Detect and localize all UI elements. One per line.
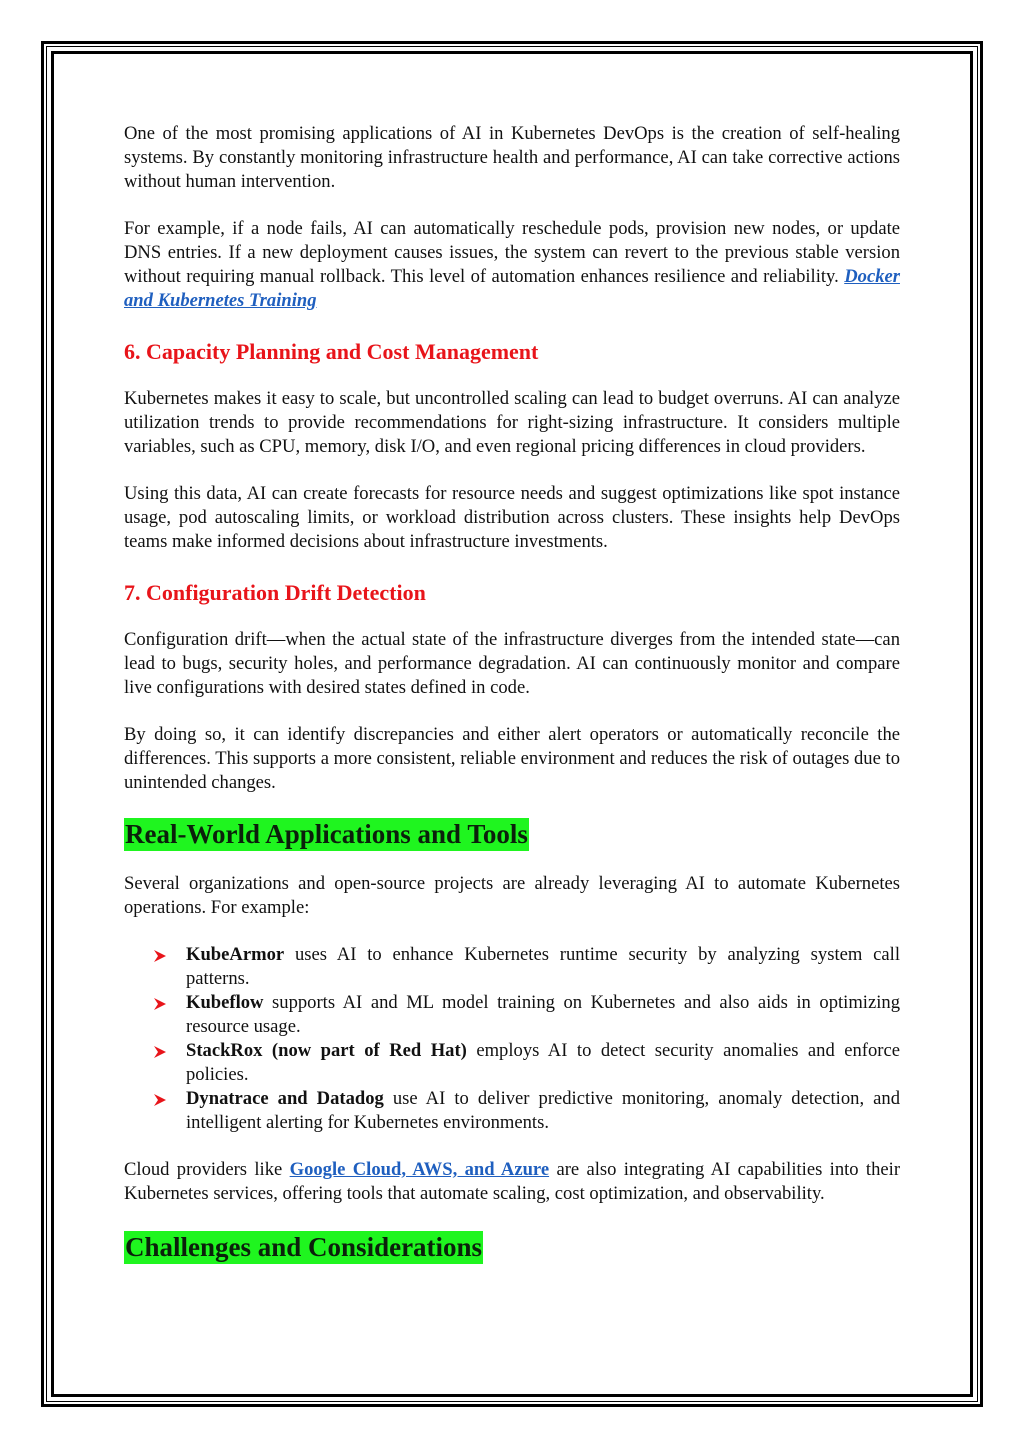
- tool-description: supports AI and ML model training on Kubernetes and also aids in optimizing resource usage.: [186, 992, 900, 1037]
- tools-list: [124, 943, 900, 1135]
- capacity-paragraph-2: Using this data, AI can create forecasts for resource needs and suggest optimizations like spot instance usage, pod autoscaling limits, or workload distribution across clusters. These insights help DevOps teams make informed decisions about infrastructure investments.: [124, 483, 900, 552]
- tool-description: uses AI to enhance Kubernetes runtime security by analyzing system call patterns.: [186, 944, 900, 989]
- arrowhead-bullet-icon: [153, 949, 167, 963]
- drift-paragraph-1: Configuration drift—when the actual state of the infrastructure diverges from the intended state—can lead to bugs, security holes, and performance degradation. AI can continuously monitor and compare live configurations with desired states defined in code.: [124, 629, 900, 698]
- cloud-suffix: are also integrating AI capabilities into their Kubernetes services, offering tools that automate scaling, cost optimization, and observability.: [124, 1159, 901, 1204]
- real-world-intro: Several organizations and open-source projects are already leveraging AI to automate Kubernetes operations. For example:: [124, 873, 900, 918]
- cloud-providers-paragraph: [124, 1158, 900, 1206]
- real-world-heading: Real-World Applications and Tools: [125, 819, 528, 849]
- capacity-paragraph-1: Kubernetes makes it easy to scale, but uncontrolled scaling can lead to budget overruns. AI can analyze utilization trends to provide recommendations for right-sizing infrastructure. It considers multiple variables, such as CPU, memory, disk I/O, and even regional pricing differences in cloud providers.: [124, 388, 900, 457]
- list-item: [186, 991, 900, 1039]
- self-healing-paragraph: One of the most promising applications of AI in Kubernetes DevOps is the creation of self-healing systems. By constantly monitoring infrastructure health and performance, AI can take corrective actions without human intervention.: [124, 123, 900, 192]
- drift-detection-heading: 7. Configuration Drift Detection: [124, 580, 426, 605]
- arrowhead-bullet-icon: [153, 997, 167, 1011]
- tool-name: Kubeflow: [186, 992, 264, 1013]
- list-item: [186, 943, 900, 991]
- example-paragraph: [124, 217, 900, 313]
- document-body: [124, 122, 900, 1264]
- drift-paragraph-2: By doing so, it can identify discrepancies and either alert operators or automatically reconcile the differences. This supports a more consistent, reliable environment and reduces the risk of outages due to unintended changes.: [124, 724, 900, 793]
- list-item: [186, 1039, 900, 1087]
- docker-kubernetes-training-link[interactable]: Docker and Kubernetes Training: [124, 266, 900, 311]
- tool-description: use AI to deliver predictive monitoring, anomaly detection, and intelligent alerting for Kubernetes environments.: [186, 1088, 900, 1133]
- cloud-prefix: Cloud providers like: [124, 1159, 290, 1180]
- tool-description: employs AI to detect security anomalies and enforce policies.: [186, 1040, 900, 1085]
- example-text: For example, if a node fails, AI can automatically reschedule pods, provision new nodes, or update DNS entries. If a new deployment causes issues, the system can revert to the previous stable version without requiring manual rollback. This level of automation enhances resilience and reliability.: [124, 218, 900, 287]
- arrowhead-bullet-icon: [153, 1045, 167, 1059]
- cloud-providers-link[interactable]: Google Cloud, AWS, and Azure: [289, 1159, 550, 1180]
- tool-name: Dynatrace and Datadog: [186, 1088, 384, 1109]
- challenges-heading: Challenges and Considerations: [125, 1232, 483, 1262]
- tool-name: KubeArmor: [186, 944, 285, 965]
- list-item: [186, 1087, 900, 1135]
- tool-name: StackRox (now part of Red Hat): [186, 1040, 467, 1061]
- capacity-planning-heading: 6. Capacity Planning and Cost Management: [124, 339, 539, 364]
- arrowhead-bullet-icon: [153, 1093, 167, 1107]
